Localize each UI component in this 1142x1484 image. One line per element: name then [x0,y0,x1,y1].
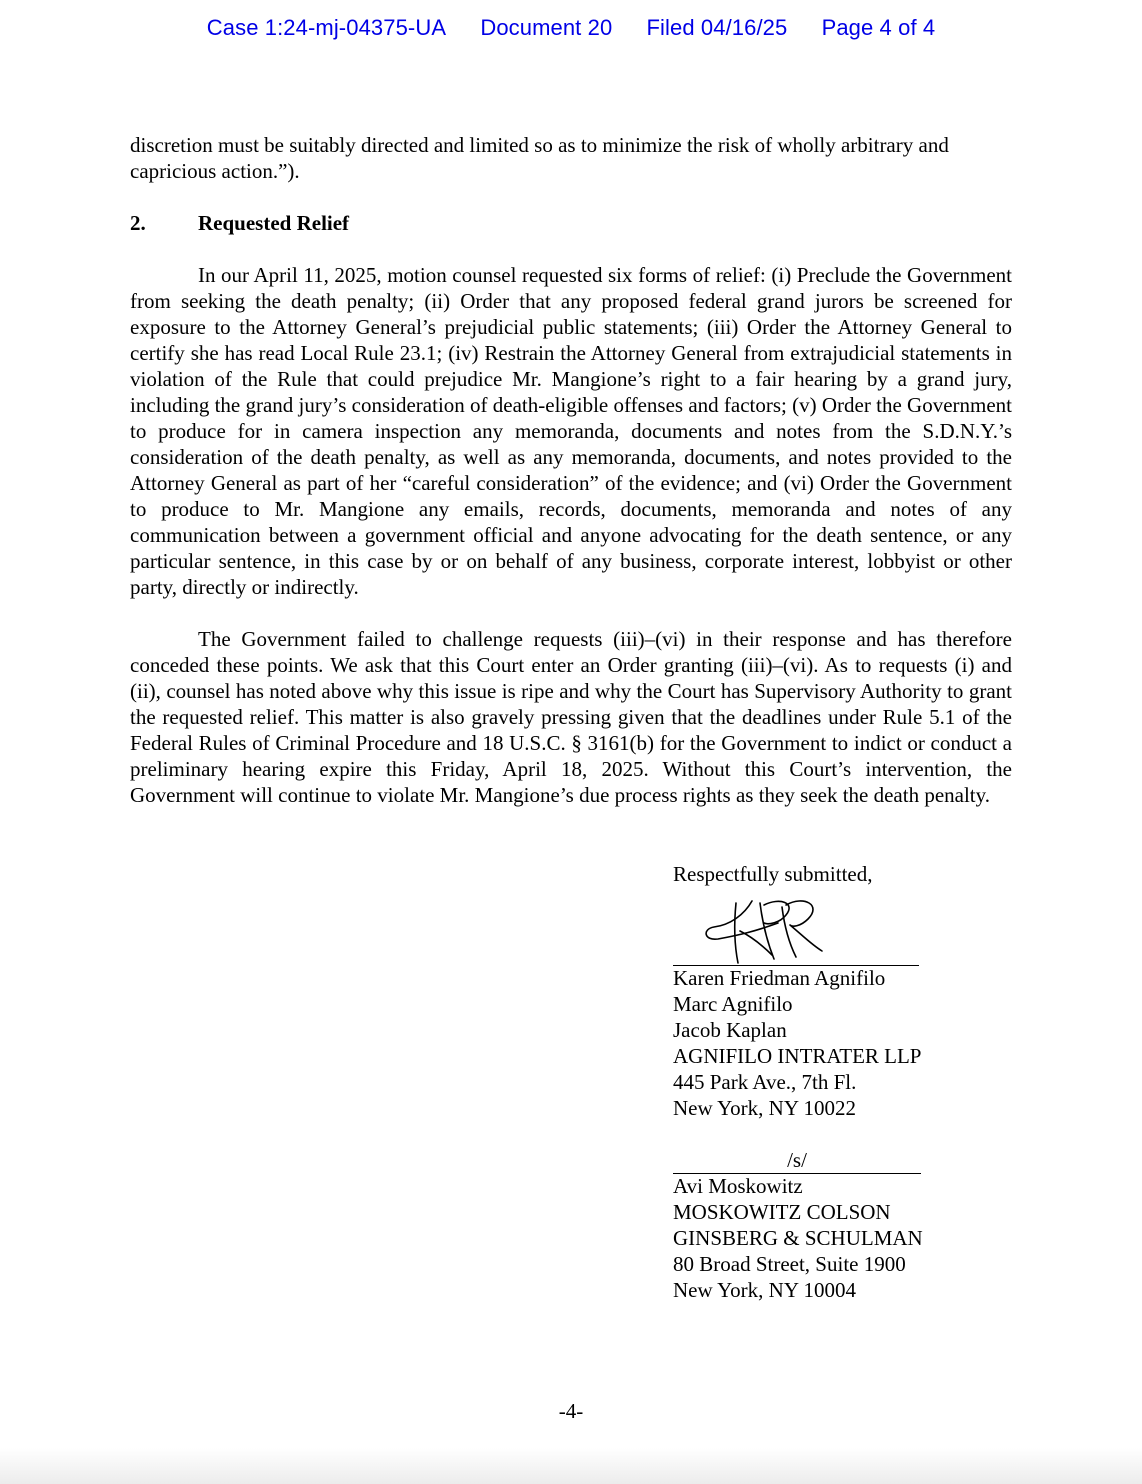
section-heading [130,210,349,236]
signer2-line-3: GINSBERG & SCHULMAN [673,1226,923,1250]
page-number: -4- [558,1399,584,1423]
page-bottom-shade [0,1448,1142,1484]
section-title: Requested Relief [198,211,350,235]
page-indicator: Page 4 of 4 [821,15,936,40]
ecf-header [0,15,1142,41]
signer1-line-6: New York, NY 10022 [673,1096,856,1120]
signer-block-moskowitz [673,1173,923,1303]
signer1-line-3: Jacob Kaplan [673,1018,787,1042]
conformed-signature: /s/ [787,1148,807,1172]
signer1-line-5: 445 Park Ave., 7th Fl. [673,1070,857,1094]
handwritten-signature [700,893,830,965]
case-number: Case 1:24-mj-04375-UA [206,15,447,40]
signer1-line-2: Marc Agnifilo [673,992,793,1016]
signer1-line-4: AGNIFILO INTRATER LLP [673,1044,922,1068]
signer2-line-2: MOSKOWITZ COLSON [673,1200,891,1224]
signer2-line-1: Avi Moskowitz [673,1174,803,1198]
carryover-line-1: discretion must be suitably directed and limited so as to minimize the risk of wholly arbitrary and [130,133,949,157]
conclusion-paragraph: The Government failed to challenge requests (iii)–(vi) in their response and has therefore conceded these points. We ask that this Court enter an Order granting (iii)–(vi). As to requests (i) and (ii), counsel has noted above why this issue is ripe and why the Court has Supervisory Authority to grant the requested relief. This matter is also gravely pressing given that the deadlines under Rule 5.1 of the Federal Rules of Criminal Procedure and 18 U.S.C. § 3161(b) for the Government to indict or conduct a preliminary hearing expire this Friday, April 18, 2025. Without this Court’s intervention, the Government will continue to violate Mr. Mangione’s due process rights as they seek the death penalty. [130,627,1012,807]
signer-block-agnifilo [673,965,921,1121]
document-number: Document 20 [480,15,613,40]
signer1-line-1: Karen Friedman Agnifilo [673,966,886,990]
filed-date: Filed 04/16/25 [646,15,788,40]
relief-paragraph: In our April 11, 2025, motion counsel requested six forms of relief: (i) Preclude the Government from seeking the death penalty; (ii) Order that any proposed federal grand jurors be screened for exposure to the Attorney General’s prejudicial public statements; (iii) Order the Attorney General to certify she has read Local Rule 23.1; (iv) Restrain the Attorney General from extrajudicial statements in violation of the Rule that could prejudice Mr. Mangione’s right to a fair hearing by a grand jury, including the grand jury’s consideration of death-eligible offenses and factors; (v) Order the Government to produce for in camera inspection any memoranda, documents and notes from the S.D.N.Y.’s consideration of the death penalty, as well as any memoranda, documents, and notes provided to the Attorney General as part of her “careful consideration” of the evidence; and (vi) Order the Government to produce to Mr. Mangione any emails, records, documents, memoranda and notes of any communication between a government official and anyone advocating for the death sentence, or any particular sentence, in this case by or on behalf of any business, corporate interest, lobbyist or other party, directly or indirectly. [130,263,1012,599]
section-number: 2. [130,211,146,235]
signer2-line-4: 80 Broad Street, Suite 1900 [673,1252,906,1276]
carryover-line-2: capricious action.”). [130,159,300,183]
carryover-paragraph [130,132,1012,184]
signer2-line-5: New York, NY 10004 [673,1278,856,1302]
closing-salutation: Respectfully submitted, [673,862,873,886]
